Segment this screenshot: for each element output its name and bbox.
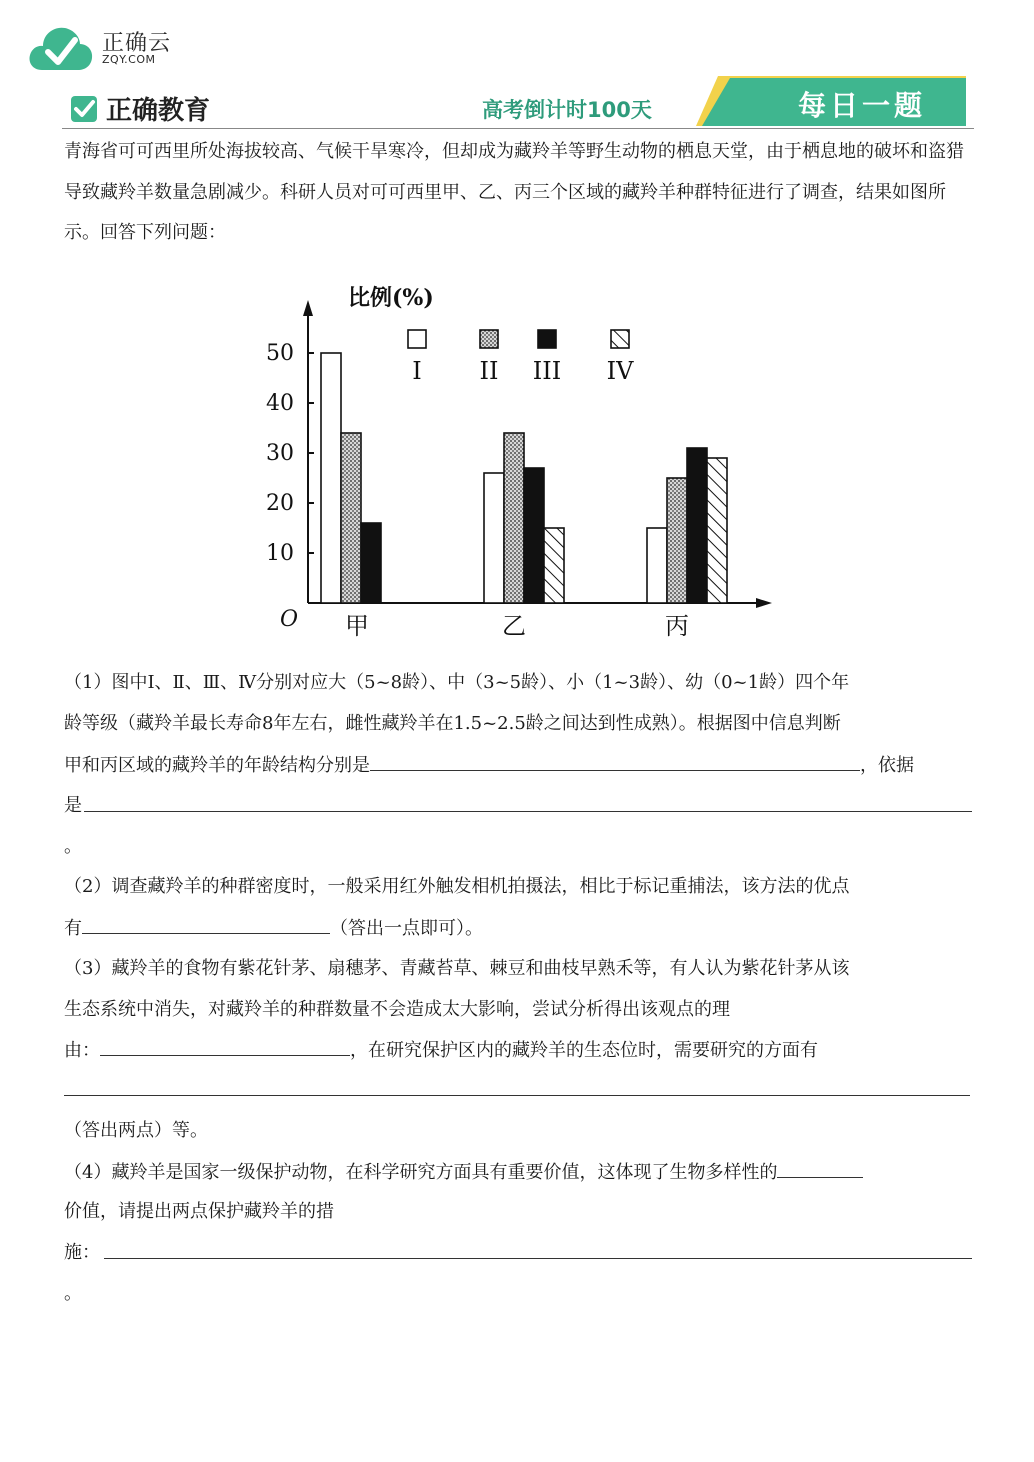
q1-line2: 龄等级（藏羚羊最长寿命8年左右，雌性藏羚羊在1.5~2.5龄之间达到性成熟）。根据图中信息判断 [64,713,841,734]
q1-line4: 是 [64,795,82,816]
q3-line3 [64,1035,818,1062]
origin-label: O [280,607,299,632]
legend-swatch-IV [611,330,629,348]
header-divider [62,128,974,129]
q3-line4: （答出两点）等。 [64,1120,208,1141]
bar-甲-II [341,433,361,603]
q1-line5: 。 [64,836,82,857]
q1-line1: （1）图中Ⅰ、Ⅱ、Ⅲ、Ⅳ分别对应大（5~8龄）、中（3~5龄）、小（1~3龄）、幼（0~1龄）四个年 [64,672,850,693]
x-category-label: 乙 [502,612,526,640]
legend-swatch-III [538,330,556,348]
x-axis-arrow [756,598,772,608]
legend-label-I: I [412,357,422,385]
logo [28,22,188,74]
legend-label-III: III [532,357,562,385]
check-square-icon [70,95,98,123]
brand-text: 正确教育 [106,96,211,126]
bar-乙-IV [544,528,564,603]
q2-line2-prefix: 有 [64,918,82,939]
q1-line3-prefix: 甲和丙区域的藏羚羊的年龄结构分别是 [64,755,370,776]
y-axis-label: 比例(%) [348,285,434,311]
logo-brand-name: 正确云 [102,31,172,56]
q1-line3-suffix: ，依据 [860,755,914,776]
q4-line2: 价值，请提出两点保护藏羚羊的措 [64,1201,334,1222]
q3-answer-blank-2[interactable] [64,1095,970,1096]
intro-paragraph: 青海省可可西里所处海拔较高、气候干旱寒冷，但却成为藏羚羊等野生动物的栖息天堂，由于栖息地的破坏和盗猎导致藏羚羊数量急剧减少。科研人员对可可西里甲、乙、丙三个区域的藏羚羊种群特征进行了调查，结果如图所示。回答下列问题： [64,141,964,243]
q4-answer-blank-1[interactable] [777,1157,863,1178]
q3-line1: （3）藏羚羊的食物有紫花针茅、扇穗茅、青藏苔草、棘豆和曲枝早熟禾等，有人认为紫花针茅从该 [64,958,850,979]
bar-甲-I [321,353,341,603]
y-tick-label: 50 [266,341,294,366]
bar-丙-IV [707,458,727,603]
y-tick-label: 40 [266,391,294,416]
bar-丙-III [687,448,707,603]
y-tick-label: 30 [266,441,294,466]
bar-乙-I [484,473,504,603]
legend-swatch-I [408,330,426,348]
bar-甲-III [361,523,381,603]
q1-answer-blank-1[interactable] [370,750,860,771]
q3-line2: 生态系统中消失，对藏羚羊的种群数量不会造成太大影响，尝试分析得出该观点的理 [64,999,730,1020]
header-bar [62,76,974,130]
legend-swatch-II [480,330,498,348]
bar-chart [258,268,788,648]
q4-line1-text: （4）藏羚羊是国家一级保护动物，在科学研究方面具有重要价值，这体现了生物多样性的 [64,1162,778,1183]
legend-label-IV: IV [606,357,634,385]
q4-line4: 。 [64,1283,82,1304]
daily-tag-label: 每日一题 [797,89,926,122]
q2-answer-blank[interactable] [82,913,330,934]
q2-line1: （2）调查藏羚羊的种群密度时，一般采用红外触发相机拍摄法，相比于标记重捕法，该方法的优点 [64,876,850,897]
q3-answer-blank-1[interactable] [100,1035,350,1056]
q2-line2 [64,913,483,940]
y-axis-arrow [303,300,313,316]
q3-line3-prefix: 由： [64,1040,100,1061]
bar-乙-II [504,433,524,603]
q3-line3-suffix: ，在研究保护区内的藏羚羊的生态位时，需要研究的方面有 [350,1040,818,1061]
y-tick-label: 10 [266,541,294,566]
x-category-label: 甲 [345,612,369,640]
x-category-label: 丙 [665,612,689,640]
bar-丙-II [667,478,687,603]
logo-domain: ZQY.COM [102,53,156,66]
q4-line3: 施： [64,1242,100,1263]
q4-line1 [64,1157,863,1184]
bar-丙-I [647,528,667,603]
countdown-text: 高考倒计时100天 [482,98,652,122]
cloud-check-logo-icon [28,22,94,72]
y-tick-label: 20 [266,491,294,516]
q1-line3 [64,750,914,777]
brand-title [70,90,210,127]
legend-label-II: II [479,357,499,385]
bar-乙-III [524,468,544,603]
q4-answer-blank-2[interactable] [104,1258,972,1259]
q1-answer-blank-2[interactable] [84,811,972,812]
q2-line2-suffix: （答出一点即可）。 [330,918,483,939]
